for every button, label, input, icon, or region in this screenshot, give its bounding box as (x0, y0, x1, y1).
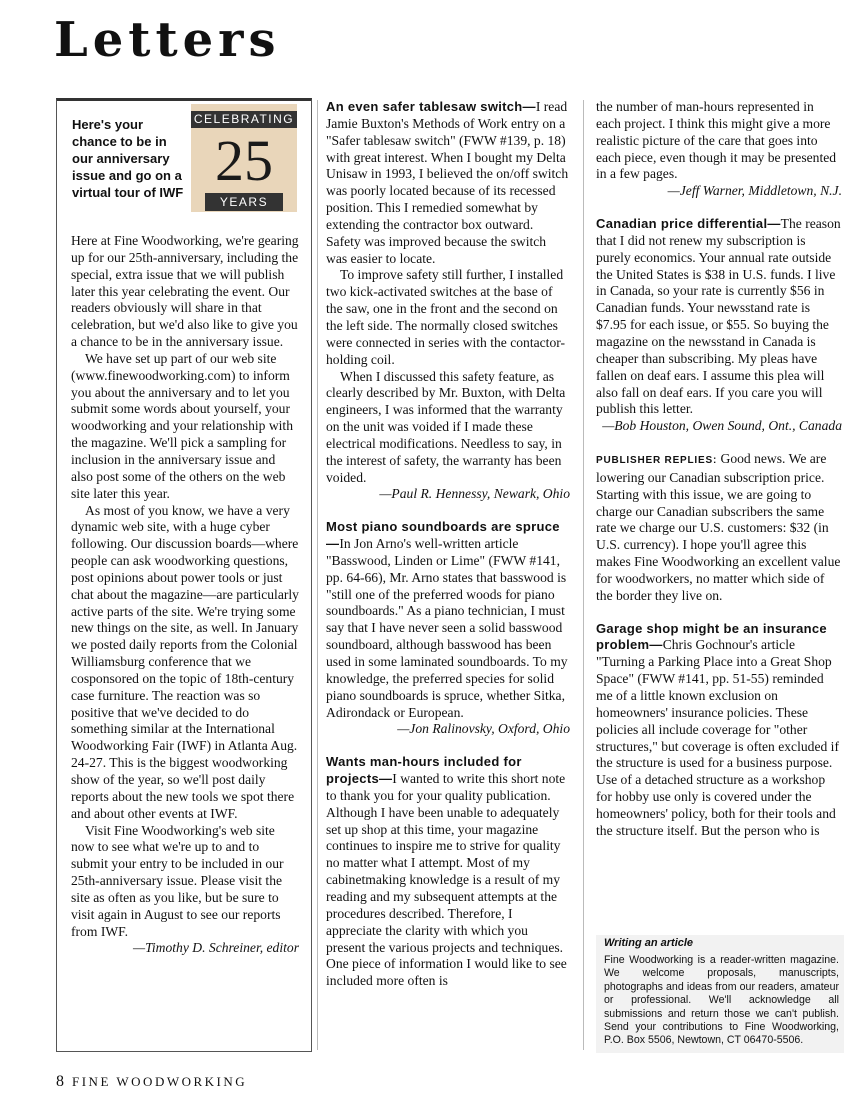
letter-signature: —Jeff Warner, Middletown, N.J. (667, 183, 842, 199)
letter-text: I wanted to write this short note to thank you for your quality publication. Although I have been unable to adequately set up shop at this time, your magazine continues to inspire me to strive for quality no matter what I attempt. Most of my cabinetmaking knowledge is a result of my reading and my subsequent attempts at the procedures described. Therefore, I appreciate the clarity with which you present the various projects and techniques. One piece of information I would like to see included more often is (326, 771, 567, 989)
page-number: 8 (56, 1073, 64, 1090)
letter-heading: Wants man-hours included for projects— (326, 754, 522, 787)
letter-heading: Garage shop might be an insurance problem— (596, 620, 827, 653)
middle-column (326, 99, 570, 990)
badge-bottom-text: YEARS (205, 193, 283, 211)
page-footer (56, 1073, 247, 1091)
sidebar-paragraph: As most of you know, we have a very dynamic web site, with a huge cyber following. Our discussion boards—where people can ask woodworking questions, post opinions about power tools or just chat about the magazine—are particularly active parts of the site. We're trying some new things on the site, as well. In January we posted daily reports from the Colonial Williamsburg conference that we cosponsored on the topic of 18th-century case furniture. The reaction was so positive that we've decided to do something similar at the International Woodworking Fair (IWF) in Atlanta Aug. 24-27. This is the biggest woodworking show of the year, so we'll post daily reports about the new tools we spot there and about other events at IWF. (71, 502, 299, 821)
letter-text: In Jon Arno's well-written article "Basswood, Linden or Lime" (FWW #141, pp. 64-66), Mr. Arno states that basswood is "still one of the preferred woods for piano soundboards." As a piano technician, I must say that I have never seen a solid basswood soundboard, although basswood has been used in some laminated soundboards. To my knowledge, the preferred species for solid piano soundboards is spruce, whether Sitka, Adirondack or European. (326, 536, 568, 720)
right-column (596, 99, 842, 840)
sidebar-paragraph: Here at Fine Woodworking, we're gearing up for our 25th-anniversary, including the special, extra issue that we will publish later this year celebrating the event. Our readers obviously will share in that celebration, but we'd also like to give you a chance to be in the anniversary issue. (71, 233, 299, 350)
sidebar-body (71, 233, 299, 957)
letter-text: To improve safety still further, I installed two kick-activated switches at the base of the saw, one in the front and the second on the left side. The normally closed switches were connected in series with the contactor-holding coil. (326, 267, 566, 367)
sidebar-headline: Here's your chance to be in our anniversary issue and go on a virtual tour of IWF (72, 117, 184, 200)
letter-text: The reason that I did not renew my subscription is purely economics. Your annual rate outside the United States is $38 in U.S. funds. I live in Canada, so your rate is currently $56 in Canadian funds. Your newsstand rate is $7.95 for each issue, or $55. So buying the magazine on the newsstand in Canada is cheaper than subscribing. My pleas have fallen on deaf ears. I assume this plea will also fall on deaf ears. If you care you will publish this letter. (596, 216, 841, 417)
publisher-reply-text: Good news. We are lowering our Canadian subscription price. Starting with this issue, we are going to charge our Canadian subscribers the same rate we charge our U.S. customers: $32 (in U.S. currency). I hope you'll agree this makes Fine Woodworking an excellent value for woodworkers, no matter which side of the border they live on. (596, 451, 841, 603)
badge-top-text: CELEBRATING (191, 111, 297, 128)
badge-number: 25 (215, 128, 273, 193)
note-body: Fine Woodworking is a reader-written magazine. We welcome proposals, manuscripts, photographs and ideas from our readers, amateur or professional. We'll acknowledge all submissions and return those we can't publish. Send your contributions to Fine Woodworking, P.O. Box 5506, Newtown, CT 06470-5506. (604, 954, 839, 1047)
letter-text: Chris Gochnour's article "Turning a Parking Place into a Great Shop Space" (FWW #141, pp. 51-55) reminded me of a little known exclusion on homeowners' insurance policies. These policies all include coverage for "other structures," but coverage is often excluded if the structure is used for a business purpose. Use of a detached structure as a workshop for hobby use only is covered under the homeowners' policy, both for their tools and the structure itself. But the person who is (596, 637, 839, 838)
letter-text: When I discussed this safety feature, as clearly described by Mr. Buxton, with Delta engineers, I was informed that the warranty on the unit was voided if I made these electrical modifications. Needless to say, in the interest of safety, the warranty has been voided. (326, 368, 566, 485)
sidebar-paragraph: Visit Fine Woodworking's web site now to see what we're up to and to submit your entry to be included in our 25th-anniversary issue. Please visit the site as often as you like, but be sure to visit again in August to see our reports from IWF. (71, 822, 284, 939)
anniversary-badge (191, 104, 297, 212)
letter-heading: Canadian price differential— (596, 216, 781, 232)
writing-article-note (596, 935, 844, 1053)
letter-heading: An even safer tablesaw switch— (326, 99, 536, 114)
column-divider (317, 100, 318, 1050)
letter-signature: —Paul R. Hennessy, Newark, Ohio (379, 486, 570, 502)
letter-text: I read Jamie Buxton's Methods of Work entry on a "Safer tablesaw switch" (FWW #139, p. 18) with great interest. When I bought my Delta Unisaw in 1993, I believed the on/off switch was poorly located because of its recessed position. This I remedied somewhat by extending the contractor box outward. Safety was improved because the switch was easier to locate. (326, 99, 569, 266)
letter-text: the number of man-hours represented in each project. I think this might give a more realistic picture of the care that goes into each piece, even though it may be presented in a few pages. (596, 99, 837, 182)
letter-heading: Most piano soundboards are spruce— (326, 519, 560, 552)
letter-signature: —Bob Houston, Owen Sound, Ont., Canada (602, 418, 842, 434)
note-title: Writing an article (604, 937, 694, 949)
sidebar-signature: —Timothy D. Schreiner, editor (132, 940, 299, 956)
sidebar-paragraph: We have set up part of our web site (www.finewoodworking.com) to inform you about the anniversary and to let you submit some words about yourself, your woodworking and your relationship with the magazine. We'll pick a sampling for inclusion in the anniversary issue and also post some of the others on the web site later this year. (71, 350, 294, 501)
column-divider (583, 100, 584, 1050)
magazine-name: FINE WOODWORKING (72, 1074, 248, 1089)
page-title: Letters (54, 12, 281, 68)
letter-signature: —Jon Ralinovsky, Oxford, Ohio (397, 721, 570, 737)
publisher-reply-label: PUBLISHER REPLIES: (596, 455, 718, 467)
